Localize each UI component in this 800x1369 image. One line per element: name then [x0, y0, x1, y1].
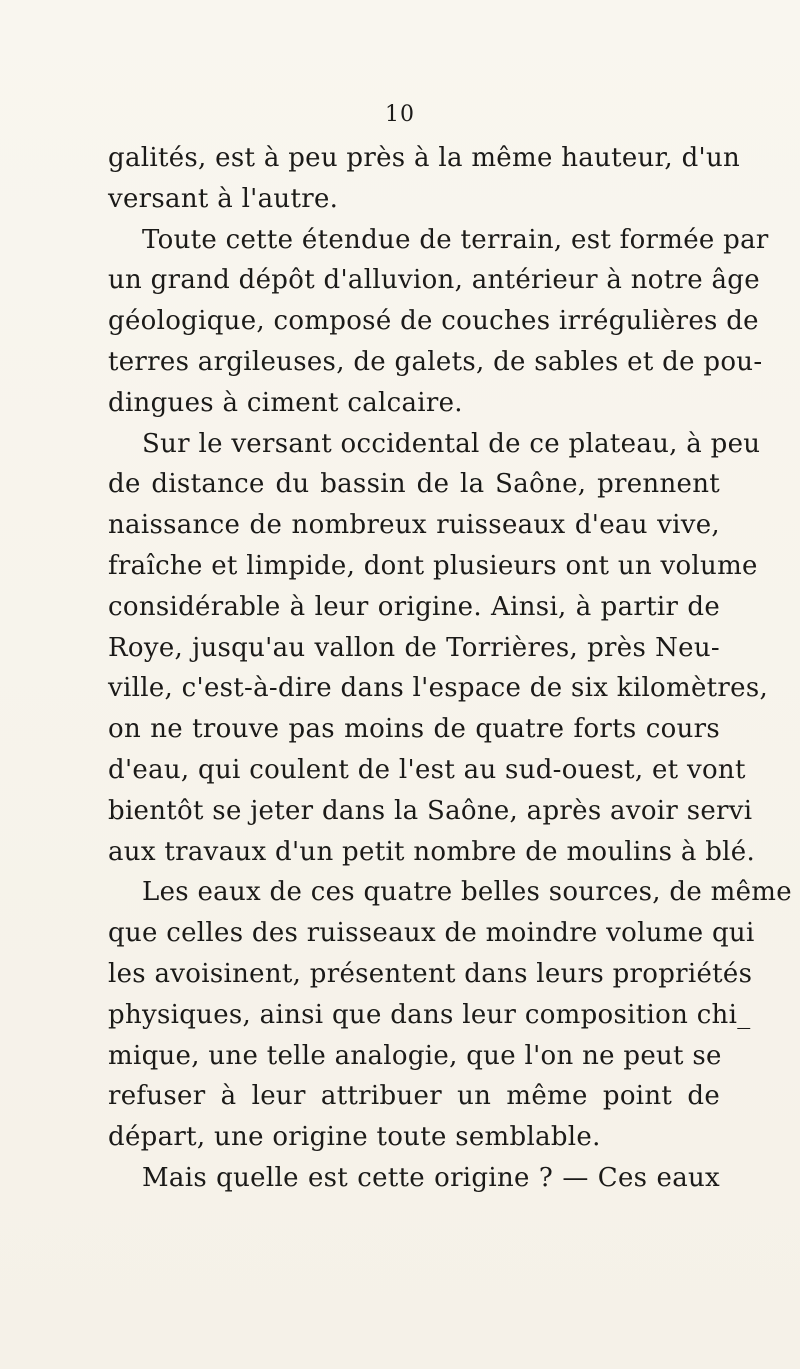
- text-line-content: galités, est à peu près à la même hauteur, d'un: [108, 143, 741, 173]
- text-line: [108, 1076, 720, 1117]
- text-line: [108, 1117, 720, 1158]
- text-line-content: physiques, ainsi que dans leur composition chi_: [108, 999, 751, 1030]
- text-line: [108, 383, 720, 424]
- text-line: [108, 832, 756, 873]
- text-line: [108, 260, 760, 301]
- body-text: [108, 138, 792, 1199]
- text-line-content: Les eaux de ces quatre belles sources, de même: [142, 877, 792, 908]
- text-line-content: on ne trouve pas moins de quatre forts cours: [108, 714, 720, 745]
- text-line: [108, 913, 755, 954]
- text-line: [108, 424, 761, 465]
- text-line-content: naissance de nombreux ruisseaux d'eau vive,: [108, 510, 720, 541]
- text-line-content: considérable à leur origine. Ainsi, à partir de: [108, 591, 720, 622]
- text-line: [108, 342, 763, 383]
- text-line-content: aux travaux d'un petit nombre de moulins à blé.: [108, 836, 756, 867]
- text-line: [108, 1036, 720, 1077]
- text-line: [108, 546, 758, 587]
- text-line: [108, 1158, 720, 1199]
- text-line: [108, 505, 720, 546]
- text-line: [108, 179, 720, 220]
- text-line: [108, 668, 769, 709]
- page-number: 10: [385, 102, 415, 127]
- text-line: [108, 587, 720, 628]
- text-line-content: mique, une telle analogie, que l'on ne peut se: [108, 1040, 722, 1071]
- text-line-content: ville, c'est-à-dire dans l'espace de six kilomètres,: [108, 673, 769, 704]
- text-line-content: Sur le versant occidental de ce plateau, à peu: [142, 428, 761, 459]
- text-line-content: dingues à ciment calcaire.: [108, 387, 463, 418]
- text-line: [108, 750, 746, 791]
- text-line-content: terres argileuses, de galets, de sables et de pou-: [108, 346, 763, 377]
- text-line-content: les avoisinent, présentent dans leurs propriétés: [108, 958, 753, 989]
- text-line-content: fraîche et limpide, dont plusieurs ont un volume: [108, 550, 758, 581]
- text-line-content: que celles des ruisseaux de moindre volume qui: [108, 918, 755, 949]
- text-line: [108, 301, 759, 342]
- text-line-content: de distance du bassin de la Saône, prennent: [108, 469, 720, 500]
- text-line-content: bientôt se jeter dans la Saône, après avoir servi: [108, 795, 753, 826]
- text-line: [108, 872, 792, 913]
- text-line-content: Roye, jusqu'au vallon de Torrières, près Neu-: [108, 632, 720, 663]
- text-line-content: un grand dépôt d'alluvion, antérieur à notre âge: [108, 265, 760, 296]
- text-line-content: départ, une origine toute semblable.: [108, 1122, 601, 1153]
- text-line-content: refuser à leur attribuer un même point de: [108, 1081, 720, 1112]
- text-line: [108, 464, 720, 505]
- text-line: [108, 138, 741, 179]
- text-line-content: Mais quelle est cette origine ? — Ces eaux: [142, 1162, 720, 1193]
- text-line-content: d'eau, qui coulent de l'est au sud-ouest, et vont: [108, 754, 746, 785]
- text-line: [108, 628, 720, 669]
- text-line: [108, 995, 751, 1036]
- text-line: [108, 791, 753, 832]
- text-line-content: géologique, composé de couches irrégulières de: [108, 306, 759, 337]
- text-line: [108, 709, 720, 750]
- text-line: [108, 220, 769, 261]
- text-line: [108, 954, 753, 995]
- text-line-content: versant à l'autre.: [108, 183, 339, 214]
- text-line-content: Toute cette étendue de terrain, est formée par: [142, 224, 769, 255]
